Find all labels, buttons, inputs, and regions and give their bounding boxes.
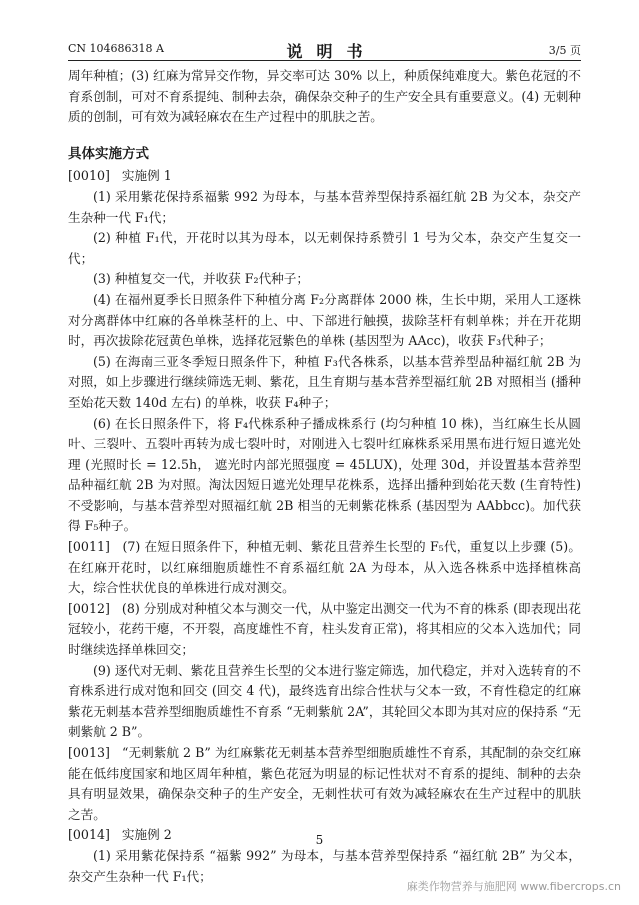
- document-body: [68, 66, 581, 887]
- paragraph-number: [0010]: [68, 168, 110, 184]
- paragraph-0012: [68, 599, 581, 661]
- paragraph-text: “无刺紫航 2 B” 为红麻紫花无刺基本营养型细胞质雄性不育系，其配制的杂交红麻能在低纬度国家和地区周年种植，紫色花冠为明显的标记性状对不育系的提纯、制种的去杂具有明显效果，确保杂交种子的生产安全，无刺性状可有效为减轻麻农在生产过程中的肌肤之苦。: [68, 745, 582, 822]
- page-indicator: 3/5 页: [548, 44, 581, 57]
- paragraph-0011: [68, 537, 581, 599]
- paragraph-number: [0012]: [68, 600, 110, 616]
- header-rule: [68, 60, 581, 61]
- paragraph-number: [0013]: [68, 745, 110, 760]
- document-title: 说明书: [286, 42, 377, 61]
- step-5: (5) 在海南三亚冬季短日照条件下，种植 F₃代各株系，以基本营养型品种福红航 2B 为对照，如上步骤进行继续筛选无刺、紫花，且生育期与基本营养型福红航 2B 对照相当 (播种至始花天数 140d 左右) 的单株，收获 F₄种子；: [68, 353, 581, 410]
- step-1: (1) 采用紫花保持系福紫 992 为母本，与基本营养型保持系福红航 2B 为父本，杂交产生杂种一代 F₁代；: [68, 188, 581, 225]
- section-heading: 具体实施方式: [68, 145, 149, 162]
- paragraph-0010: [68, 166, 581, 187]
- paragraph-number: [0011]: [68, 539, 110, 555]
- paragraph-number: [0014]: [68, 827, 110, 843]
- page-number: 5: [315, 833, 324, 847]
- step-6: (6) 在长日照条件下，将 F₄代株系种子播成株系行 (均匀种植 10 株)，当红麻生长从圆叶、三裂叶、五裂叶再转为成七裂叶时，对刚进入七裂叶红麻株系采用黑布进行短日遮光处理 (光照时长 = 12.5h， 遮光时内部光照强度 = 45LUX)，处理 30d，并设置基本营养型品种福红航 2B 为对照。淘汰因短日遮光处理早花株系，选择出播种到始花天数 (生育特性) 不受影响，与基本营养型对照福红航 2B 相当的无刺紫花株系 (基因型为 AAbbcc)。加代获得 F₅种子。: [68, 415, 581, 534]
- watermark: 麻类作物营养与施肥网 www.fibercrops.cn: [406, 880, 621, 893]
- intro-paragraph: 周年种植；(3) 红麻为常异交作物，异交率可达 30% 以上，种质保纯难度大。紫色花冠的不育系创制，可对不育系提纯、制种去杂，确保杂交种子的生产安全具有重要意义。(4) 无刺种质的创制，可有效为减轻麻农在生产过程中的肌肤之苦。: [68, 68, 581, 125]
- paragraph-text: 实施例 1: [121, 168, 172, 184]
- paragraph-text: (8) 分别成对种植父本与测交一代，从中鉴定出测交一代为不育的株系 (即表现出花冠较小，花药干瘪，不开裂，高度雄性不育，柱头发育正常)，将其相应的父本入选加代；同时继续选择单株回交；: [68, 600, 581, 658]
- paragraph-0013: [68, 743, 581, 825]
- step-4: (4) 在福州夏季长日照条件下种植分离 F₂分离群体 2000 株，生长中期，采用人工逐株对分离群体中红麻的各单株茎杆的上、中、下部进行触摸，拔除茎杆有刺单株；并在开花期时，再次拔除花冠黄色单株，选择花冠紫色的单株 (基因型为 AAcc)，收获 F₃代种子；: [68, 291, 581, 349]
- paragraph-text: 实施例 2: [121, 827, 172, 843]
- step-2: (2) 种植 F₁代，开花时以其为母本，以无刺保持系赞引 1 号为父本，杂交产生复交一代；: [68, 230, 581, 266]
- page-header: [68, 39, 581, 59]
- paragraph-text: (7) 在短日照条件下，种植无刺、紫花且营养生长型的 F₅代，重复以上步骤 (5)。在红麻开花时，以红麻细胞质雄性不育系福红航 2A 为母本，从入选各株系中选择植株高大，综合性状优良的单株进行成对测交。: [68, 539, 581, 596]
- step-3: (3) 种植复交一代，并收获 F₂代种子；: [93, 271, 309, 287]
- example2-step-1: (1) 采用紫花保持系 “福紫 992” 为母本，与基本营养型保持系 “福红航 2B” 为父本，杂交产生杂种一代 F₁代；: [68, 847, 581, 884]
- step-9: (9) 逐代对无刺、紫花且营养生长型的父本进行鉴定筛选，加代稳定，并对入选转育的不育株系进行成对饱和回交 (回交 4 代)，最终选育出综合性状与父本一致，不育性稳定的红麻紫花无刺基本营养型细胞质雄性不育系 “无刺紫航 2A”，其轮回父本即为其对应的保持系 “无刺紫航 2 B”。: [68, 662, 581, 740]
- patent-number: CN 104686318 A: [68, 42, 164, 55]
